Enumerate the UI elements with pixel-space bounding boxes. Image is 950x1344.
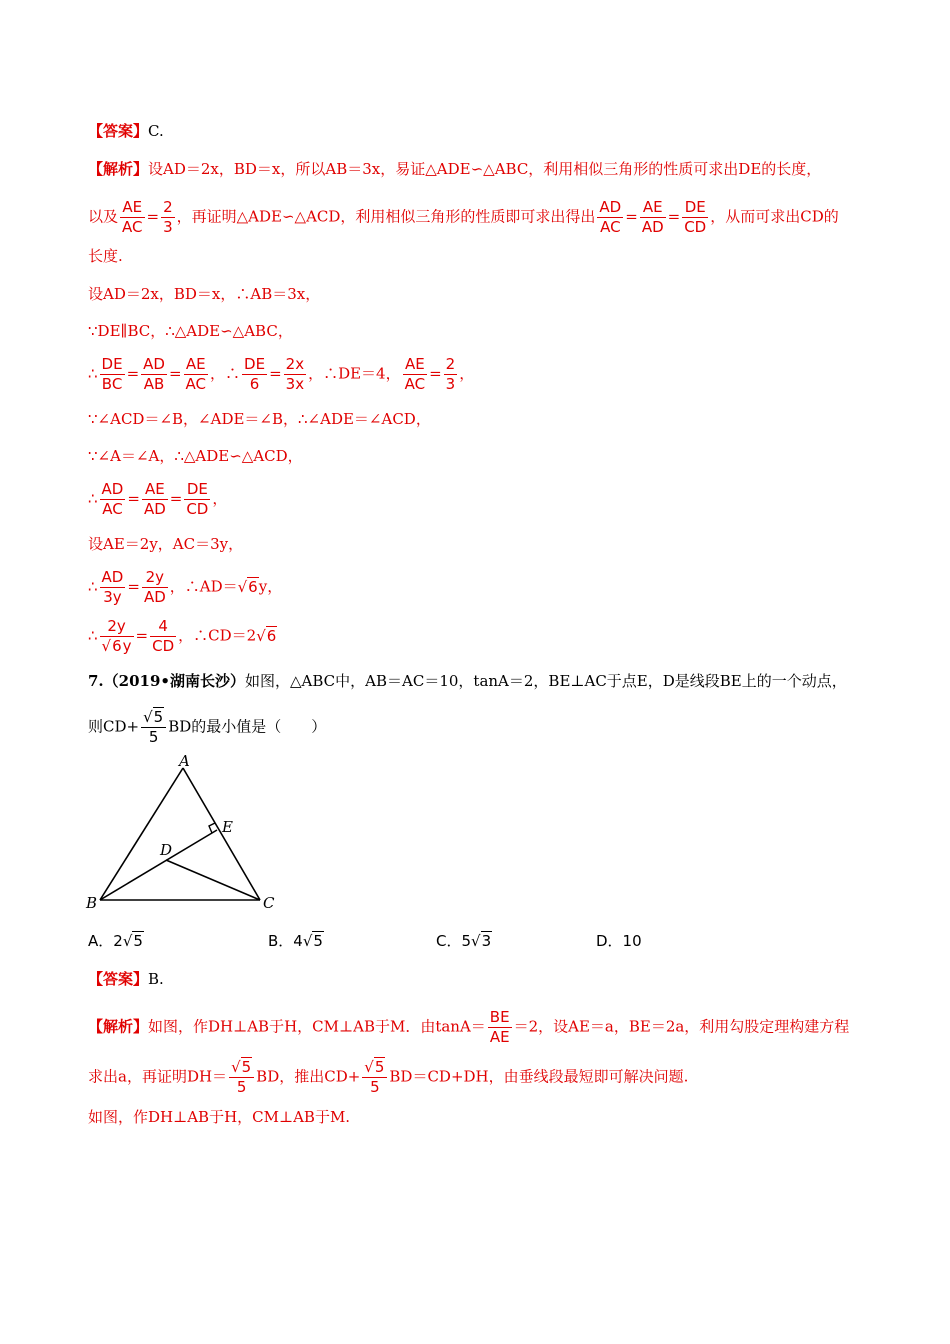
text: ∴ <box>88 364 98 383</box>
fraction <box>142 568 168 607</box>
denominator: 5 <box>148 728 159 746</box>
text: 求出a，再证明DH＝ <box>88 1067 228 1086</box>
question-number: 7. <box>88 672 104 690</box>
radicand: 5 <box>153 708 164 726</box>
text: y <box>122 637 132 655</box>
fraction <box>120 198 144 237</box>
sqrt: √5 <box>231 1058 252 1076</box>
numerator: 4 <box>150 617 176 637</box>
segment-ab <box>100 768 183 900</box>
numerator: 2 <box>163 198 173 216</box>
numerator: AD <box>101 480 124 498</box>
numerator: AE <box>184 355 208 375</box>
numerator: AD <box>101 568 124 586</box>
fraction <box>100 480 126 519</box>
numerator: 2x <box>285 355 305 373</box>
numerator: 2y <box>142 568 168 588</box>
denominator: AC <box>185 375 207 393</box>
text: ，∴AD＝ <box>169 577 238 596</box>
equals: = <box>146 207 160 226</box>
answer-value: C. <box>148 122 164 140</box>
text: y， <box>258 577 283 596</box>
text: 如图，作DH⊥AB于H，CM⊥AB于M. <box>88 1108 351 1126</box>
step-4 <box>88 408 431 430</box>
denominator: AC <box>122 218 143 236</box>
fraction <box>184 355 208 394</box>
denominator: AC <box>404 375 426 393</box>
text: ，∴ <box>210 364 241 383</box>
analysis-6-line2 <box>88 198 839 237</box>
text: ∴ <box>88 489 98 508</box>
analysis-text: 设AD＝2x，BD＝x，所以AB＝3x，易证△ADE∽△ABC，利用相似三角形的性质可求出DE的长度， <box>148 160 822 178</box>
denominator: CD <box>186 500 209 518</box>
text: ＝2，设AE＝a，BE＝2a，利用勾股定理构建方程 <box>513 1017 850 1036</box>
text: 则CD+ <box>88 717 140 736</box>
step-6: ∴ $\frac{AD}{AC}$ = $\frac{AE}{AD}$ = $\frac{DE}{CD}$ ， <box>88 480 228 518</box>
analysis-6-line3 <box>88 245 123 267</box>
denominator: BC <box>101 375 123 393</box>
equals: = <box>667 207 681 226</box>
fraction <box>242 355 267 394</box>
fraction <box>488 1008 512 1047</box>
text: 以及 <box>88 207 119 226</box>
text: ，∴DE＝4， <box>308 364 401 383</box>
denominator: AB <box>143 375 165 393</box>
text: ，∴CD＝2 <box>178 626 257 645</box>
fraction <box>184 480 210 519</box>
text: ，再证明△ADE∽△ACD，利用相似三角形的性质即可求出得出 <box>176 207 596 226</box>
fraction <box>141 355 167 394</box>
question-text: 如图，△ABC中，AB＝AC＝10，tanA＝2，BE⊥AC于点E，D是线段BE上的一个动点， <box>245 672 847 690</box>
text: BD＝CD+DH，由垂线段最短即可解决问题. <box>389 1067 689 1086</box>
sqrt: √5 <box>364 1058 385 1076</box>
numerator: 2y <box>100 617 134 637</box>
denominator: AD <box>143 588 166 606</box>
denominator: AD <box>143 500 166 518</box>
numerator: AE <box>120 198 144 218</box>
step-9: ∴ $\frac{2y}{√6y}$ = $\frac{4}{CD}$ ，∴CD＝2√6 <box>88 617 277 655</box>
text: ∵∠A＝∠A，∴△ADE∽△ACD， <box>88 447 303 465</box>
segment-dc <box>166 860 260 900</box>
fraction <box>100 568 126 607</box>
step-3: ∴ $\frac{DE}{BC}$ = $\frac{AD}{AB}$ = $\frac{AE}{AC}$ ，∴ $\frac{DE}{6}$ = $\frac{2x}{3x}$ ，∴DE＝4， $\frac{AE}{AC}$ = $\frac{2}{3}$ ， <box>88 355 475 393</box>
option-b[interactable] <box>268 930 324 951</box>
denominator: 3x <box>285 375 305 393</box>
text: ∴ <box>88 626 98 645</box>
denominator <box>100 637 134 656</box>
option-label: D．10 <box>596 932 642 950</box>
denominator: AD <box>641 218 664 236</box>
triangle-figure <box>80 752 290 914</box>
numerator: AE <box>640 198 666 218</box>
denominator: 6 <box>249 375 260 393</box>
fraction <box>141 708 166 747</box>
option-c[interactable] <box>436 930 492 951</box>
numerator: AD <box>143 355 165 373</box>
radicand: 5 <box>241 1058 252 1076</box>
option-label: A．2 <box>88 932 123 950</box>
fraction <box>229 1058 254 1097</box>
answer-bracket: 【答案】 <box>88 122 149 140</box>
text: BD，推出CD+ <box>256 1067 361 1086</box>
question-7-line2 <box>88 708 326 747</box>
label-c: C <box>263 894 275 912</box>
text: ， <box>212 489 228 508</box>
numerator: AD <box>599 198 622 216</box>
numerator: 2 <box>445 355 456 373</box>
numerator: DE <box>101 355 123 373</box>
denominator: 3 <box>445 375 456 393</box>
denominator: 5 <box>236 1078 247 1096</box>
option-a[interactable] <box>88 930 144 951</box>
fraction <box>142 480 168 519</box>
fraction <box>640 198 666 237</box>
fraction <box>161 198 175 237</box>
label-e: E <box>222 818 233 836</box>
analysis-7-line1 <box>88 1008 849 1047</box>
question-7-line1 <box>88 670 847 692</box>
numerator: DE <box>682 198 708 218</box>
numerator: AE <box>142 480 168 500</box>
denominator: 5 <box>370 1078 380 1096</box>
equals: = <box>625 207 638 226</box>
radicand: 6 <box>266 626 277 645</box>
numerator <box>229 1058 254 1078</box>
fraction <box>682 198 708 237</box>
text: ∵DE∥BC，∴△ADE∽△ABC， <box>88 322 293 340</box>
numerator: AE <box>403 355 427 375</box>
step-5 <box>88 445 303 467</box>
fraction <box>597 198 623 237</box>
text: BD的最小值是（ ） <box>168 717 327 736</box>
step-1 <box>88 283 320 305</box>
option-d[interactable] <box>596 930 642 951</box>
label-d: D <box>160 841 173 859</box>
sqrt: √5 <box>143 708 164 726</box>
fraction <box>403 355 427 394</box>
fraction <box>100 355 125 394</box>
answer-6 <box>88 120 164 142</box>
radicand: 5 <box>313 932 323 950</box>
numerator <box>362 1058 387 1078</box>
denominator: 3 <box>163 218 173 236</box>
fraction <box>444 355 458 394</box>
analysis-7-line3 <box>88 1106 350 1128</box>
question-source: （2019•湖南长沙） <box>103 672 246 690</box>
analysis-6-line1 <box>88 158 821 180</box>
text: 长度. <box>88 247 123 265</box>
fraction <box>150 617 176 656</box>
denominator: AC <box>600 218 621 236</box>
label-a: A <box>179 752 190 770</box>
sqrt: √5 <box>302 932 323 950</box>
text: 如图，作DH⊥AB于H，CM⊥AB于M．由tanA＝ <box>148 1017 486 1036</box>
denominator: AC <box>102 500 123 518</box>
numerator <box>141 708 166 728</box>
sqrt: √6 <box>256 626 277 645</box>
numerator: BE <box>489 1008 510 1026</box>
analysis-7-line2 <box>88 1058 688 1097</box>
denominator: CD <box>684 218 707 236</box>
text: ，从而可求出CD的 <box>710 207 839 226</box>
sqrt: √5 <box>122 932 143 950</box>
numerator: DE <box>244 355 266 373</box>
answer-value: B. <box>148 970 164 988</box>
option-label: B．4 <box>268 932 303 950</box>
option-label: C．5 <box>436 932 472 950</box>
radicand: 6 <box>112 637 122 655</box>
numerator: DE <box>184 480 210 500</box>
step-8: ∴ $\frac{AD}{3y}$ = $\frac{2y}{AD}$ ，∴AD＝√6y， <box>88 568 283 606</box>
radicand: 5 <box>374 1058 385 1076</box>
step-7 <box>88 533 243 555</box>
fraction <box>100 617 134 656</box>
text: ， <box>459 364 475 383</box>
sqrt: √6 <box>101 637 122 655</box>
text: 设AE＝2y，AC＝3y， <box>88 535 244 553</box>
fraction <box>362 1058 387 1097</box>
fraction <box>284 355 306 394</box>
radicand: 3 <box>481 932 492 950</box>
denominator: 3y <box>103 588 122 606</box>
answer-7 <box>88 968 164 990</box>
sqrt: √3 <box>471 932 492 950</box>
denominator: AE <box>489 1028 510 1046</box>
analysis-bracket: 【解析】 <box>88 160 149 178</box>
radicand: 5 <box>133 932 143 950</box>
text: ∵∠ACD＝∠B，∠ADE＝∠B，∴∠ADE＝∠ACD， <box>88 410 431 428</box>
segment-be <box>100 830 217 900</box>
analysis-bracket: 【解析】 <box>88 1017 149 1036</box>
text: ∴ <box>88 577 98 596</box>
label-b: B <box>86 894 98 912</box>
denominator: CD <box>152 637 175 655</box>
step-2 <box>88 320 293 342</box>
text: 设AD＝2x，BD＝x，∴AB＝3x， <box>88 285 321 303</box>
answer-bracket: 【答案】 <box>88 970 149 988</box>
radicand: 6 <box>248 577 258 596</box>
sqrt: √6 <box>237 577 258 596</box>
